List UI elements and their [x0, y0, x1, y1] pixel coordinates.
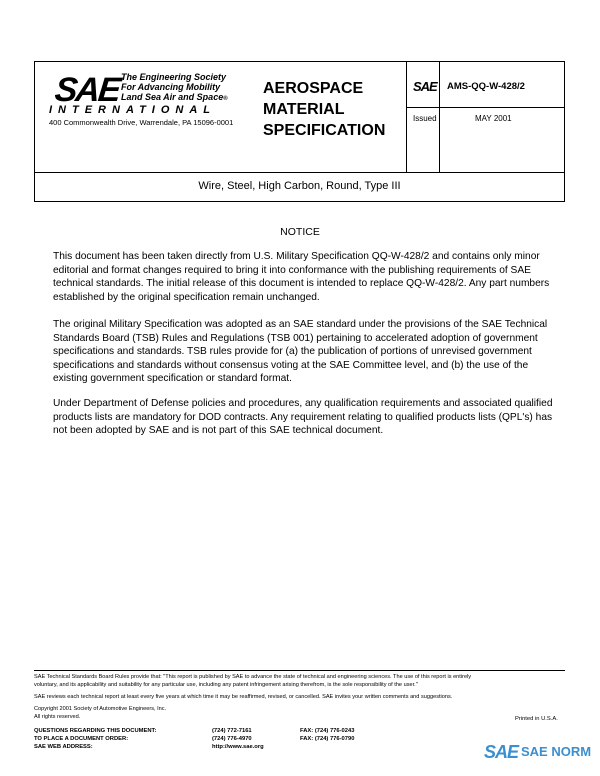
- web-address-link[interactable]: http://www.sae.org: [212, 744, 264, 750]
- notice-paragraph: The original Military Specification was adopted as an SAE standard under the provisions of the SAE Technical Standards Board (TSB) Rules and Regulations (TSB 001) pertaining to accelerated adoption of government specifications and standards. TSB rules provide for (a) the publication of portions of unrevised government specifications and standards without consensus voting at the SAE Committee level, and (b) the use of the existing government specification or standard format.: [53, 319, 548, 384]
- contact-fax: FAX: (724) 776-0243: [300, 728, 355, 734]
- header-divider: [406, 107, 565, 108]
- printed-in: Printed in U.S.A.: [515, 716, 558, 722]
- contact-phone: (724) 772-7161: [212, 728, 252, 734]
- document-title: Wire, Steel, High Carbon, Round, Type III: [198, 180, 401, 192]
- watermark-text: SAE NORM: [521, 744, 592, 759]
- watermark-logo: SAE: [484, 742, 519, 762]
- contact-fax: FAX: (724) 776-0790: [300, 736, 355, 742]
- international-label: INTERNATIONAL: [49, 104, 217, 116]
- sae-small-logo: SAE: [413, 79, 437, 94]
- contact-label: SAE WEB ADDRESS:: [34, 744, 93, 750]
- issued-label: Issued: [413, 114, 437, 123]
- notice-paragraph: This document has been taken directly from U.S. Military Specification QQ-W-428/2 and contains only minor editorial and format changes required to bring it into conformance with the publishing requirements of SAE technical standards. The initial release of this document is intended to replace QQ-W-428/2. Any part numbers established by the original specification remain unchanged.: [53, 251, 550, 303]
- document-number: AMS-QQ-W-428/2: [447, 81, 525, 92]
- document-type: [263, 78, 385, 141]
- review-note: SAE reviews each technical report at least every five years at which time it may be reaffirmed, revised, or cancelled. SAE invites your written comments and suggestions.: [34, 694, 453, 700]
- sae-tagline: [121, 72, 228, 104]
- document-type-line: MATERIAL: [263, 101, 345, 118]
- tsb-note: voluntary, and its applicability and suitability for any particular use, including any patent infringement arising therefrom, is the sole responsibility of the user.": [34, 682, 418, 688]
- document-type-line: AEROSPACE: [263, 80, 364, 97]
- tagline-line: For Advancing Mobility: [121, 82, 221, 92]
- notice-paragraph: Under Department of Defense policies and procedures, any qualification requirements and associated qualified products lists are mandatory for DOD contracts. Any requirement relating to qualified products lists (QPL's) has not been adopted by SAE and is not part of this SAE technical document.: [53, 398, 553, 436]
- rights-reserved: All rights reserved.: [34, 714, 81, 720]
- tagline-line: Land Sea Air and Space: [121, 92, 224, 102]
- contact-label: QUESTIONS REGARDING THIS DOCUMENT:: [34, 728, 157, 734]
- issued-date: MAY 2001: [475, 114, 512, 123]
- copyright: Copyright 2001 Society of Automotive Engineers, Inc.: [34, 706, 167, 712]
- header-divider: [406, 62, 407, 172]
- tsb-note: SAE Technical Standards Board Rules provide that: "This report is published by SAE to advance the state of technical and engineering sciences. The use of this report is entirely: [34, 674, 472, 680]
- sae-logo: SAE: [53, 71, 121, 109]
- title-box: [34, 172, 565, 202]
- contact-label: TO PLACE A DOCUMENT ORDER:: [34, 736, 129, 742]
- header-divider: [439, 62, 440, 172]
- contact-phone: (724) 776-4970: [212, 736, 252, 742]
- document-header: [34, 61, 565, 173]
- footer-divider: [34, 670, 565, 671]
- document-type-line: SPECIFICATION: [263, 122, 386, 139]
- notice-heading: NOTICE: [280, 226, 320, 238]
- sae-address: 400 Commonwealth Drive, Warrendale, PA 15096-0001: [49, 118, 234, 127]
- tagline-line: The Engineering Society: [121, 72, 227, 82]
- registered-mark: ®: [223, 96, 228, 102]
